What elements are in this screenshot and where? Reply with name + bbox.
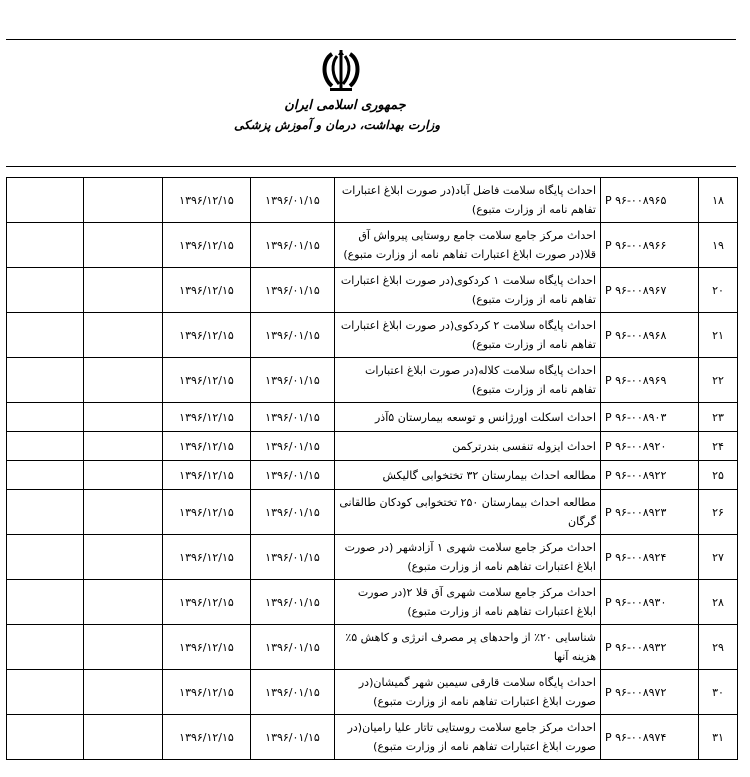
end-date-cell: ۱۳۹۶/۱۲/۱۵ (163, 670, 251, 715)
empty-cell (84, 580, 163, 625)
row-number-cell: ۳۰ (699, 670, 738, 715)
top-rule (6, 39, 736, 40)
empty-cell (84, 358, 163, 403)
end-date-cell: ۱۳۹۶/۱۲/۱۵ (163, 268, 251, 313)
table-row (7, 403, 738, 432)
empty-cell (84, 715, 163, 760)
empty-cell (84, 625, 163, 670)
row-number-cell: ۱۸ (699, 178, 738, 223)
empty-cell (7, 625, 84, 670)
table-row (7, 535, 738, 580)
row-number-cell: ۱۹ (699, 223, 738, 268)
row-number-cell: ۳۱ (699, 715, 738, 760)
table-row (7, 268, 738, 313)
empty-cell (7, 403, 84, 432)
end-date-cell: ۱۳۹۶/۱۲/۱۵ (163, 535, 251, 580)
project-code-cell: P ۹۶-۰۰۸۹۶۹ (601, 358, 699, 403)
header-bottom-rule (6, 166, 736, 167)
start-date-cell: ۱۳۹۶/۰۱/۱۵ (251, 625, 335, 670)
projects-table (6, 177, 738, 760)
empty-cell (7, 715, 84, 760)
end-date-cell: ۱۳۹۶/۱۲/۱۵ (163, 358, 251, 403)
start-date-cell: ۱۳۹۶/۰۱/۱۵ (251, 268, 335, 313)
empty-cell (7, 461, 84, 490)
project-title-cell: احداث مرکز جامع سلامت شهری ۱ آزادشهر (در صورت ابلاغ اعتبارات تفاهم نامه از وزارت متبوع) (335, 535, 601, 580)
start-date-cell: ۱۳۹۶/۰۱/۱۵ (251, 358, 335, 403)
row-number-cell: ۲۰ (699, 268, 738, 313)
table-row (7, 178, 738, 223)
end-date-cell: ۱۳۹۶/۱۲/۱۵ (163, 715, 251, 760)
letterhead-motto: جمهوری اسلامی ایران (284, 98, 406, 113)
project-title-cell: احداث ایزوله تنفسی بندرترکمن (335, 432, 601, 461)
empty-cell (84, 313, 163, 358)
letterhead-ministry: وزارت بهداشت، درمان و آموزش پزشکی (234, 118, 440, 132)
project-title-cell: احداث اسکلت اورژانس و توسعه بیمارستان ۵آذر (335, 403, 601, 432)
project-code-cell: P ۹۶-۰۰۸۹۲۰ (601, 432, 699, 461)
project-code-cell: P ۹۶-۰۰۸۹۰۳ (601, 403, 699, 432)
row-number-cell: ۲۵ (699, 461, 738, 490)
table-row (7, 358, 738, 403)
project-code-cell: P ۹۶-۰۰۸۹۷۲ (601, 670, 699, 715)
start-date-cell: ۱۳۹۶/۰۱/۱۵ (251, 403, 335, 432)
end-date-cell: ۱۳۹۶/۱۲/۱۵ (163, 625, 251, 670)
start-date-cell: ۱۳۹۶/۰۱/۱۵ (251, 535, 335, 580)
project-code-cell: P ۹۶-۰۰۸۹۲۳ (601, 490, 699, 535)
empty-cell (7, 223, 84, 268)
end-date-cell: ۱۳۹۶/۱۲/۱۵ (163, 432, 251, 461)
empty-cell (84, 223, 163, 268)
empty-cell (84, 178, 163, 223)
start-date-cell: ۱۳۹۶/۰۱/۱۵ (251, 432, 335, 461)
project-code-cell: P ۹۶-۰۰۸۹۲۴ (601, 535, 699, 580)
projects-table-body (7, 178, 738, 760)
end-date-cell: ۱۳۹۶/۱۲/۱۵ (163, 580, 251, 625)
iran-emblem-icon (318, 48, 364, 94)
empty-cell (84, 403, 163, 432)
row-number-cell: ۲۷ (699, 535, 738, 580)
end-date-cell: ۱۳۹۶/۱۲/۱۵ (163, 313, 251, 358)
project-code-cell: P ۹۶-۰۰۸۹۳۰ (601, 580, 699, 625)
empty-cell (84, 432, 163, 461)
table-row (7, 461, 738, 490)
table-row (7, 580, 738, 625)
table-row (7, 223, 738, 268)
project-code-cell: P ۹۶-۰۰۸۹۶۷ (601, 268, 699, 313)
project-title-cell: مطالعه احداث بیمارستان ۳۲ تختخوابی گالیکش (335, 461, 601, 490)
letterhead (234, 44, 440, 164)
row-number-cell: ۲۶ (699, 490, 738, 535)
project-code-cell: P ۹۶-۰۰۸۹۶۸ (601, 313, 699, 358)
empty-cell (7, 432, 84, 461)
empty-cell (7, 670, 84, 715)
start-date-cell: ۱۳۹۶/۰۱/۱۵ (251, 223, 335, 268)
empty-cell (7, 358, 84, 403)
start-date-cell: ۱۳۹۶/۰۱/۱۵ (251, 670, 335, 715)
empty-cell (7, 535, 84, 580)
project-title-cell: احداث پایگاه سلامت ۱ کردکوی(در صورت ابلاغ اعتبارات تفاهم نامه از وزارت متبوع) (335, 268, 601, 313)
start-date-cell: ۱۳۹۶/۰۱/۱۵ (251, 461, 335, 490)
project-code-cell: P ۹۶-۰۰۸۹۷۴ (601, 715, 699, 760)
project-title-cell: احداث پایگاه سلامت ۲ کردکوی(در صورت ابلاغ اعتبارات تفاهم نامه از وزارت متبوع) (335, 313, 601, 358)
table-row (7, 715, 738, 760)
table-row (7, 432, 738, 461)
table-row (7, 625, 738, 670)
end-date-cell: ۱۳۹۶/۱۲/۱۵ (163, 461, 251, 490)
empty-cell (84, 535, 163, 580)
end-date-cell: ۱۳۹۶/۱۲/۱۵ (163, 490, 251, 535)
row-number-cell: ۲۳ (699, 403, 738, 432)
row-number-cell: ۲۹ (699, 625, 738, 670)
project-code-cell: P ۹۶-۰۰۸۹۶۶ (601, 223, 699, 268)
table-row (7, 313, 738, 358)
start-date-cell: ۱۳۹۶/۰۱/۱۵ (251, 580, 335, 625)
empty-cell (7, 313, 84, 358)
empty-cell (7, 268, 84, 313)
project-code-cell: P ۹۶-۰۰۸۹۳۲ (601, 625, 699, 670)
project-title-cell: شناسایی ۲۰٪ از واحدهای پر مصرف انرژی و کاهش ۵٪ هزینه آنها (335, 625, 601, 670)
end-date-cell: ۱۳۹۶/۱۲/۱۵ (163, 223, 251, 268)
project-title-cell: مطالعه احداث بیمارستان ۲۵۰ تختخوابی کودکان طالقانی گرگان (335, 490, 601, 535)
project-title-cell: احداث پایگاه سلامت کلاله(در صورت ابلاغ اعتبارات تفاهم نامه از وزارت متبوع) (335, 358, 601, 403)
end-date-cell: ۱۳۹۶/۱۲/۱۵ (163, 178, 251, 223)
empty-cell (84, 490, 163, 535)
empty-cell (84, 670, 163, 715)
project-title-cell: احداث پایگاه سلامت فاضل آباد(در صورت ابلاغ اعتبارات تفاهم نامه از وزارت متبوع) (335, 178, 601, 223)
empty-cell (84, 461, 163, 490)
start-date-cell: ۱۳۹۶/۰۱/۱۵ (251, 178, 335, 223)
row-number-cell: ۲۴ (699, 432, 738, 461)
start-date-cell: ۱۳۹۶/۰۱/۱۵ (251, 490, 335, 535)
empty-cell (7, 178, 84, 223)
project-title-cell: احداث مرکز جامع سلامت شهری آق قلا ۲(در صورت ابلاغ اعتبارات تفاهم نامه از وزارت متبوع) (335, 580, 601, 625)
table-row (7, 670, 738, 715)
row-number-cell: ۲۲ (699, 358, 738, 403)
start-date-cell: ۱۳۹۶/۰۱/۱۵ (251, 715, 335, 760)
start-date-cell: ۱۳۹۶/۰۱/۱۵ (251, 313, 335, 358)
table-row (7, 490, 738, 535)
project-code-cell: P ۹۶-۰۰۸۹۶۵ (601, 178, 699, 223)
row-number-cell: ۲۱ (699, 313, 738, 358)
project-code-cell: P ۹۶-۰۰۸۹۲۲ (601, 461, 699, 490)
project-title-cell: احداث مرکز جامع سلامت جامع روستایی پیرواش آق قلا(در صورت ابلاغ اعتبارات تفاهم نامه از وزارت متبوع) (335, 223, 601, 268)
empty-cell (84, 268, 163, 313)
end-date-cell: ۱۳۹۶/۱۲/۱۵ (163, 403, 251, 432)
row-number-cell: ۲۸ (699, 580, 738, 625)
project-title-cell: احداث مرکز جامع سلامت روستایی تاتار علیا رامیان(در صورت ابلاغ اعتبارات تفاهم نامه از وزارت متبوع) (335, 715, 601, 760)
empty-cell (7, 490, 84, 535)
project-title-cell: احداث پایگاه سلامت قارقی سیمین شهر گمیشان(در صورت ابلاغ اعتبارات تفاهم نامه از وزارت متبوع) (335, 670, 601, 715)
empty-cell (7, 580, 84, 625)
